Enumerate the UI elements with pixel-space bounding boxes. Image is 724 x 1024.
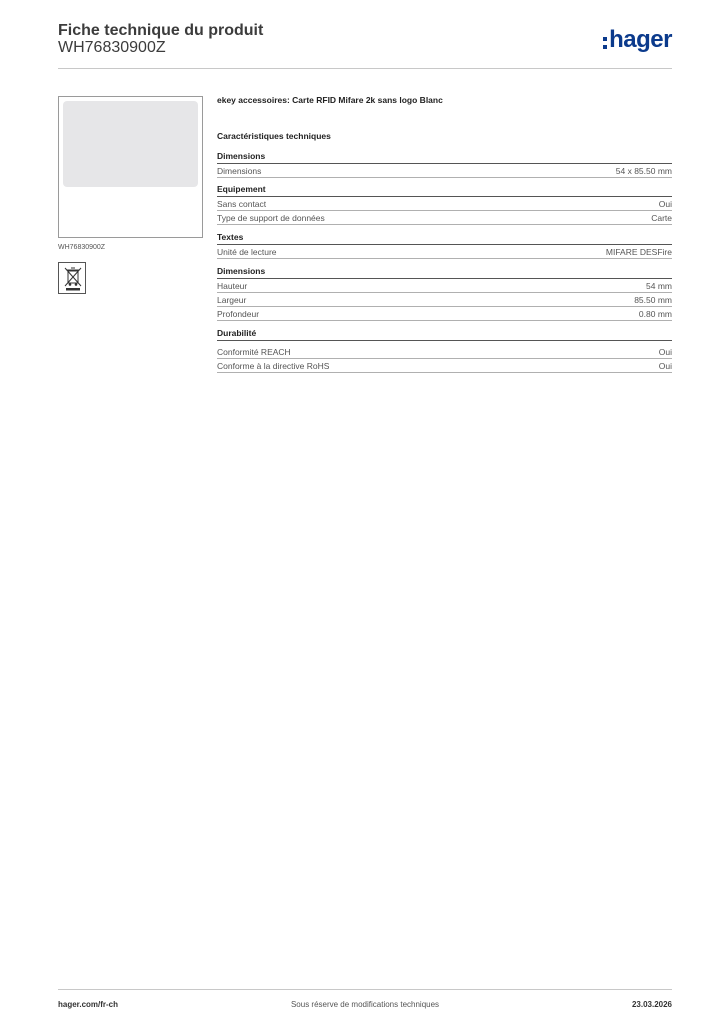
product-name: ekey accessoires: Carte RFID Mifare 2k sans logo Blanc — [217, 95, 443, 105]
specs-column — [217, 95, 672, 373]
spec-value: 54 mm — [646, 281, 672, 291]
spec-row — [217, 293, 672, 307]
spec-label: Conformité REACH — [217, 347, 291, 357]
spec-group-title: Dimensions — [217, 151, 672, 164]
logo-text: hager — [609, 26, 672, 53]
spec-value: Oui — [658, 347, 672, 357]
spec-value: 54 x 85.50 mm — [615, 166, 672, 176]
footer-disclaimer: Sous réserve de modifications techniques — [290, 1000, 440, 1009]
footer-date: 23.03.2026 — [631, 1000, 672, 1009]
product-image-frame — [58, 96, 203, 238]
document-title: Fiche technique du produit — [58, 22, 264, 39]
spec-group-title: Textes — [217, 232, 672, 245]
spec-value: 0.80 mm — [638, 309, 672, 319]
specs-heading: Caractéristiques techniques — [217, 131, 331, 141]
rfid-card-image — [63, 101, 198, 187]
spec-group-title: Durabilité — [217, 328, 672, 341]
product-reference: WH76830900Z — [58, 39, 166, 56]
spec-label: Type de support de données — [217, 213, 325, 223]
spec-group-equipement — [217, 184, 672, 225]
footer-website-link[interactable]: hager.com/fr-ch — [58, 1000, 119, 1009]
spec-group-title: Equipement — [217, 184, 672, 197]
spec-row — [217, 279, 672, 293]
weee-bin-icon — [58, 262, 86, 294]
spec-group-dimensions — [217, 151, 672, 178]
spec-label: Conforme à la directive RoHS — [217, 361, 330, 371]
spec-value: Oui — [658, 361, 672, 371]
spec-label: Profondeur — [217, 309, 260, 319]
spec-group-durabilite — [217, 328, 672, 373]
spec-label: Hauteur — [217, 281, 248, 291]
spec-value: Oui — [658, 199, 672, 209]
spec-group-textes — [217, 232, 672, 259]
spec-label: Largeur — [217, 295, 247, 305]
spec-value: MIFARE DESFire — [605, 247, 672, 257]
image-caption: WH76830900Z — [58, 244, 106, 251]
spec-row — [217, 211, 672, 225]
spec-row — [217, 345, 672, 359]
spec-row — [217, 307, 672, 321]
spec-value: Carte — [651, 213, 672, 223]
spec-label: Dimensions — [217, 166, 262, 176]
spec-value: 85.50 mm — [634, 295, 672, 305]
page-footer — [58, 989, 672, 1009]
page-header — [58, 20, 672, 69]
spec-group-dimensions-detail — [217, 266, 672, 321]
spec-row — [217, 197, 672, 211]
spec-row — [217, 359, 672, 373]
spec-row — [217, 245, 672, 259]
spec-label: Sans contact — [217, 199, 267, 209]
logo-colon-icon — [603, 37, 607, 49]
spec-group-title: Dimensions — [217, 266, 672, 279]
spec-label: Unité de lecture — [217, 247, 277, 257]
spec-row — [217, 164, 672, 178]
hager-logo — [603, 28, 672, 52]
